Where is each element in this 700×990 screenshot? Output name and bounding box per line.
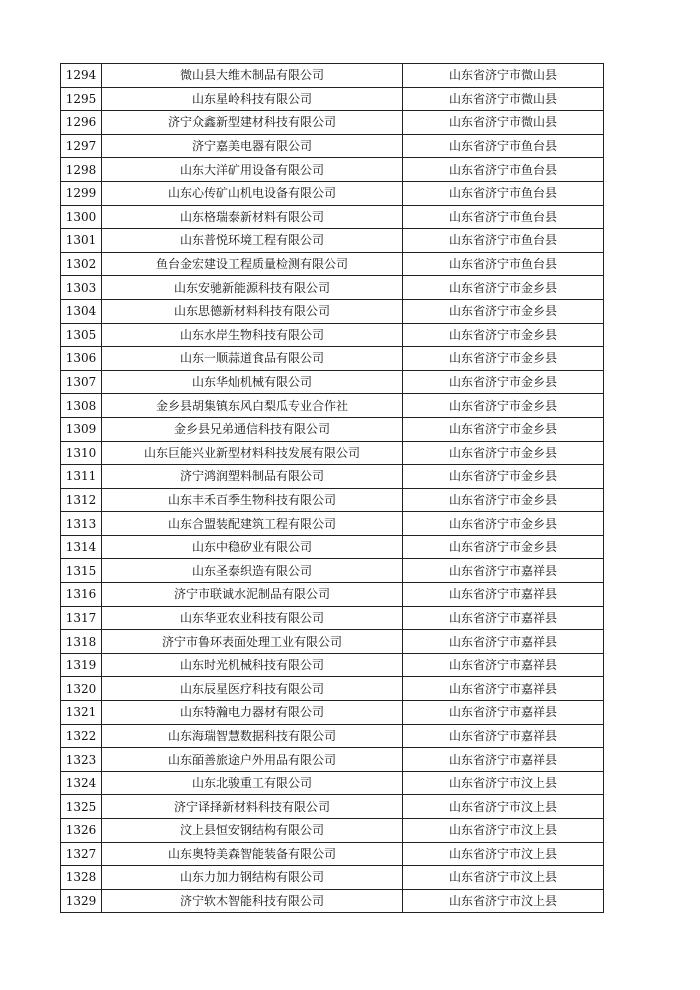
row-number-cell: 1320 bbox=[61, 677, 102, 701]
row-number-cell: 1302 bbox=[61, 252, 102, 276]
company-name-cell: 济宁众鑫新型建材科技有限公司 bbox=[102, 111, 403, 135]
table-row bbox=[61, 724, 604, 748]
table-row bbox=[61, 512, 604, 536]
company-name-cell: 济宁市鲁环表面处理工业有限公司 bbox=[102, 630, 403, 654]
company-list-page bbox=[60, 63, 603, 913]
table-row bbox=[61, 158, 604, 182]
row-number-cell: 1294 bbox=[61, 64, 102, 88]
region-cell: 山东省济宁市鱼台县 bbox=[403, 205, 604, 229]
region-cell: 山东省济宁市嘉祥县 bbox=[403, 653, 604, 677]
table-row bbox=[61, 819, 604, 843]
row-number-cell: 1322 bbox=[61, 724, 102, 748]
row-number-cell: 1316 bbox=[61, 583, 102, 607]
region-cell: 山东省济宁市鱼台县 bbox=[403, 252, 604, 276]
row-number-cell: 1303 bbox=[61, 276, 102, 300]
row-number-cell: 1325 bbox=[61, 795, 102, 819]
region-cell: 山东省济宁市汶上县 bbox=[403, 842, 604, 866]
row-number-cell: 1323 bbox=[61, 748, 102, 772]
region-cell: 山东省济宁市鱼台县 bbox=[403, 229, 604, 253]
region-cell: 山东省济宁市嘉祥县 bbox=[403, 559, 604, 583]
company-name-cell: 山东华亚农业科技有限公司 bbox=[102, 606, 403, 630]
company-name-cell: 鱼台金宏建设工程质量检测有限公司 bbox=[102, 252, 403, 276]
region-cell: 山东省济宁市金乡县 bbox=[403, 347, 604, 371]
table-row bbox=[61, 370, 604, 394]
company-name-cell: 济宁嘉美电器有限公司 bbox=[102, 134, 403, 158]
table-row bbox=[61, 181, 604, 205]
table-row bbox=[61, 771, 604, 795]
region-cell: 山东省济宁市嘉祥县 bbox=[403, 701, 604, 725]
company-name-cell: 山东海瑞智慧数据科技有限公司 bbox=[102, 724, 403, 748]
region-cell: 山东省济宁市金乡县 bbox=[403, 276, 604, 300]
company-name-cell: 汶上县恒安钢结构有限公司 bbox=[102, 819, 403, 843]
table-row bbox=[61, 87, 604, 111]
company-name-cell: 金乡县胡集镇东风白梨瓜专业合作社 bbox=[102, 394, 403, 418]
region-cell: 山东省济宁市金乡县 bbox=[403, 370, 604, 394]
company-name-cell: 济宁鸿润塑料制品有限公司 bbox=[102, 465, 403, 489]
region-cell: 山东省济宁市微山县 bbox=[403, 111, 604, 135]
row-number-cell: 1326 bbox=[61, 819, 102, 843]
company-name-cell: 山东力加力钢结构有限公司 bbox=[102, 866, 403, 890]
company-name-cell: 山东皕善旅途户外用品有限公司 bbox=[102, 748, 403, 772]
table-row bbox=[61, 441, 604, 465]
company-name-cell: 山东星岭科技有限公司 bbox=[102, 87, 403, 111]
row-number-cell: 1311 bbox=[61, 465, 102, 489]
company-name-cell: 山东华灿机械有限公司 bbox=[102, 370, 403, 394]
company-name-cell: 山东丰禾百季生物科技有限公司 bbox=[102, 488, 403, 512]
company-name-cell: 山东特瀚电力器材有限公司 bbox=[102, 701, 403, 725]
region-cell: 山东省济宁市嘉祥县 bbox=[403, 630, 604, 654]
row-number-cell: 1300 bbox=[61, 205, 102, 229]
row-number-cell: 1313 bbox=[61, 512, 102, 536]
table-row bbox=[61, 134, 604, 158]
region-cell: 山东省济宁市汶上县 bbox=[403, 795, 604, 819]
row-number-cell: 1329 bbox=[61, 889, 102, 913]
table-row bbox=[61, 465, 604, 489]
table-row bbox=[61, 606, 604, 630]
company-table-body bbox=[61, 64, 604, 913]
region-cell: 山东省济宁市嘉祥县 bbox=[403, 748, 604, 772]
region-cell: 山东省济宁市金乡县 bbox=[403, 465, 604, 489]
row-number-cell: 1317 bbox=[61, 606, 102, 630]
region-cell: 山东省济宁市汶上县 bbox=[403, 819, 604, 843]
table-row bbox=[61, 394, 604, 418]
company-table bbox=[60, 63, 604, 913]
row-number-cell: 1305 bbox=[61, 323, 102, 347]
region-cell: 山东省济宁市鱼台县 bbox=[403, 158, 604, 182]
table-row bbox=[61, 889, 604, 913]
table-row bbox=[61, 701, 604, 725]
table-row bbox=[61, 795, 604, 819]
company-name-cell: 金乡县兄弟通信科技有限公司 bbox=[102, 417, 403, 441]
row-number-cell: 1315 bbox=[61, 559, 102, 583]
region-cell: 山东省济宁市汶上县 bbox=[403, 889, 604, 913]
row-number-cell: 1312 bbox=[61, 488, 102, 512]
company-name-cell: 微山县大维木制品有限公司 bbox=[102, 64, 403, 88]
company-name-cell: 济宁市联诚水泥制品有限公司 bbox=[102, 583, 403, 607]
table-row bbox=[61, 252, 604, 276]
row-number-cell: 1310 bbox=[61, 441, 102, 465]
table-row bbox=[61, 583, 604, 607]
row-number-cell: 1319 bbox=[61, 653, 102, 677]
region-cell: 山东省济宁市鱼台县 bbox=[403, 181, 604, 205]
table-row bbox=[61, 229, 604, 253]
row-number-cell: 1314 bbox=[61, 535, 102, 559]
region-cell: 山东省济宁市嘉祥县 bbox=[403, 677, 604, 701]
company-name-cell: 山东普悦环境工程有限公司 bbox=[102, 229, 403, 253]
row-number-cell: 1297 bbox=[61, 134, 102, 158]
company-name-cell: 山东格瑞泰新材料有限公司 bbox=[102, 205, 403, 229]
company-name-cell: 山东北骏重工有限公司 bbox=[102, 771, 403, 795]
region-cell: 山东省济宁市金乡县 bbox=[403, 441, 604, 465]
region-cell: 山东省济宁市嘉祥县 bbox=[403, 724, 604, 748]
company-name-cell: 山东一顺蒜道食品有限公司 bbox=[102, 347, 403, 371]
region-cell: 山东省济宁市微山县 bbox=[403, 64, 604, 88]
table-row bbox=[61, 866, 604, 890]
table-row bbox=[61, 299, 604, 323]
table-row bbox=[61, 488, 604, 512]
region-cell: 山东省济宁市金乡县 bbox=[403, 394, 604, 418]
table-row bbox=[61, 323, 604, 347]
table-row bbox=[61, 842, 604, 866]
region-cell: 山东省济宁市鱼台县 bbox=[403, 134, 604, 158]
row-number-cell: 1321 bbox=[61, 701, 102, 725]
company-name-cell: 山东大洋矿用设备有限公司 bbox=[102, 158, 403, 182]
row-number-cell: 1324 bbox=[61, 771, 102, 795]
table-row bbox=[61, 111, 604, 135]
region-cell: 山东省济宁市汶上县 bbox=[403, 771, 604, 795]
region-cell: 山东省济宁市微山县 bbox=[403, 87, 604, 111]
table-row bbox=[61, 276, 604, 300]
region-cell: 山东省济宁市金乡县 bbox=[403, 417, 604, 441]
table-row bbox=[61, 677, 604, 701]
table-row bbox=[61, 535, 604, 559]
row-number-cell: 1307 bbox=[61, 370, 102, 394]
company-name-cell: 山东思德新材料科技有限公司 bbox=[102, 299, 403, 323]
company-name-cell: 山东时光机械科技有限公司 bbox=[102, 653, 403, 677]
company-name-cell: 山东巨能兴业新型材料科技发展有限公司 bbox=[102, 441, 403, 465]
company-name-cell: 山东水岸生物科技有限公司 bbox=[102, 323, 403, 347]
table-row bbox=[61, 64, 604, 88]
region-cell: 山东省济宁市金乡县 bbox=[403, 535, 604, 559]
company-name-cell: 山东安驰新能源科技有限公司 bbox=[102, 276, 403, 300]
company-name-cell: 山东中稳矽业有限公司 bbox=[102, 535, 403, 559]
company-name-cell: 山东合盟装配建筑工程有限公司 bbox=[102, 512, 403, 536]
region-cell: 山东省济宁市嘉祥县 bbox=[403, 606, 604, 630]
row-number-cell: 1301 bbox=[61, 229, 102, 253]
row-number-cell: 1327 bbox=[61, 842, 102, 866]
company-name-cell: 山东辰星医疗科技有限公司 bbox=[102, 677, 403, 701]
region-cell: 山东省济宁市金乡县 bbox=[403, 323, 604, 347]
row-number-cell: 1296 bbox=[61, 111, 102, 135]
region-cell: 山东省济宁市金乡县 bbox=[403, 488, 604, 512]
table-row bbox=[61, 347, 604, 371]
row-number-cell: 1328 bbox=[61, 866, 102, 890]
company-name-cell: 山东心传矿山机电设备有限公司 bbox=[102, 181, 403, 205]
company-name-cell: 山东圣泰织造有限公司 bbox=[102, 559, 403, 583]
row-number-cell: 1299 bbox=[61, 181, 102, 205]
company-name-cell: 济宁译择新材料科技有限公司 bbox=[102, 795, 403, 819]
table-row bbox=[61, 748, 604, 772]
company-name-cell: 济宁软木智能科技有限公司 bbox=[102, 889, 403, 913]
table-row bbox=[61, 630, 604, 654]
row-number-cell: 1309 bbox=[61, 417, 102, 441]
region-cell: 山东省济宁市汶上县 bbox=[403, 866, 604, 890]
region-cell: 山东省济宁市金乡县 bbox=[403, 299, 604, 323]
row-number-cell: 1308 bbox=[61, 394, 102, 418]
table-row bbox=[61, 653, 604, 677]
table-row bbox=[61, 205, 604, 229]
row-number-cell: 1318 bbox=[61, 630, 102, 654]
row-number-cell: 1298 bbox=[61, 158, 102, 182]
region-cell: 山东省济宁市金乡县 bbox=[403, 512, 604, 536]
region-cell: 山东省济宁市嘉祥县 bbox=[403, 583, 604, 607]
row-number-cell: 1304 bbox=[61, 299, 102, 323]
row-number-cell: 1306 bbox=[61, 347, 102, 371]
row-number-cell: 1295 bbox=[61, 87, 102, 111]
table-row bbox=[61, 559, 604, 583]
table-row bbox=[61, 417, 604, 441]
company-name-cell: 山东奥特美森智能装备有限公司 bbox=[102, 842, 403, 866]
